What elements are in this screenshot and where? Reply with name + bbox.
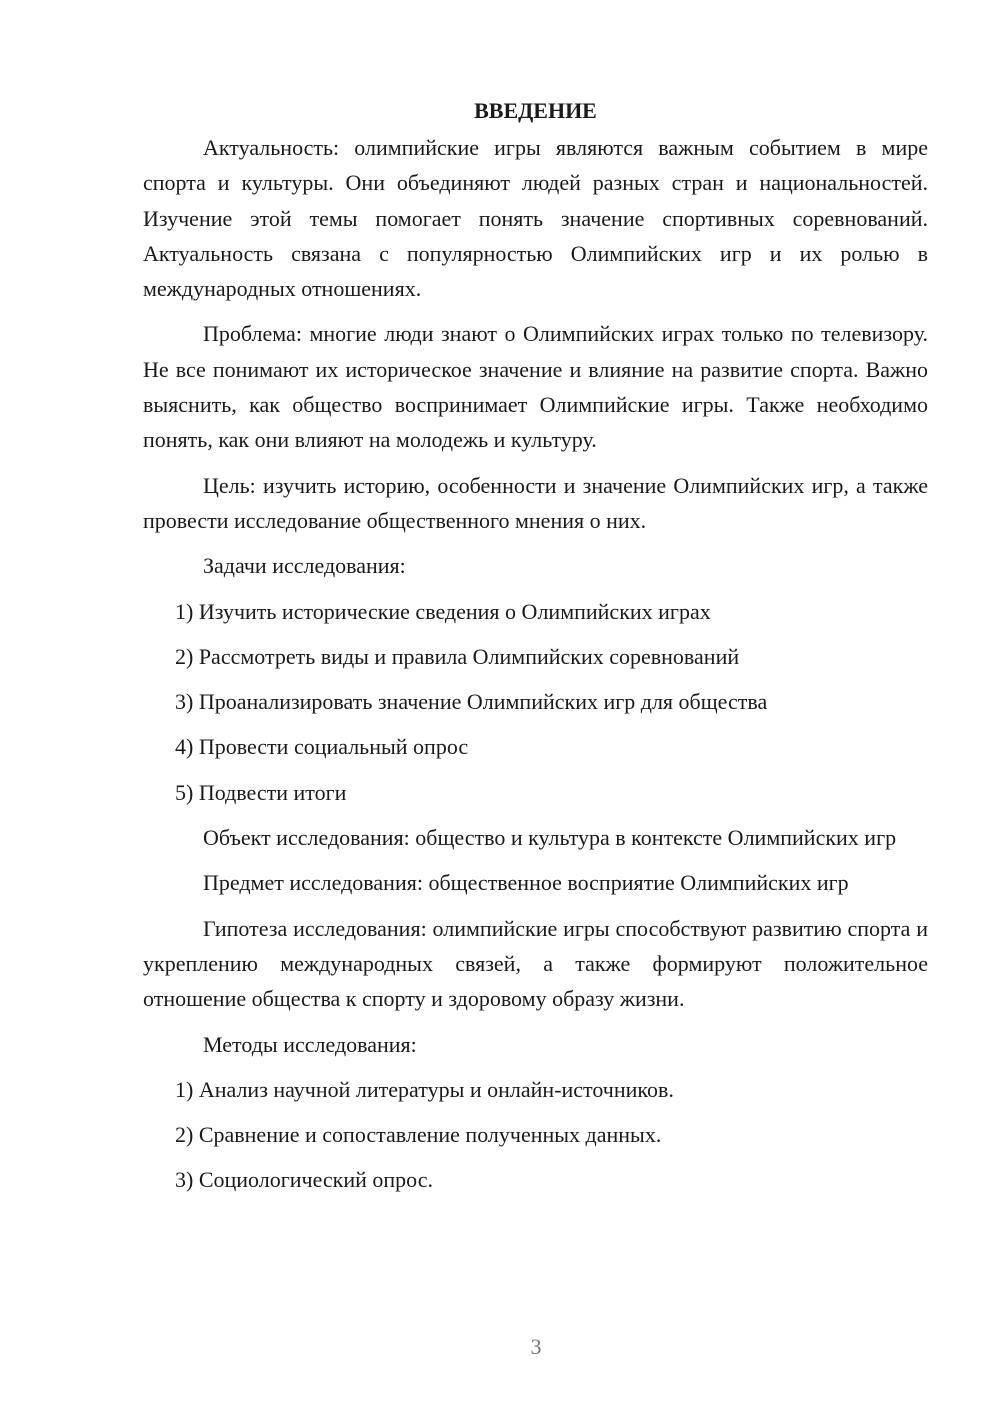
methods-heading: Методы исследования: [203,1031,417,1057]
document-page [143,96,928,1208]
page-number: 3 [530,1334,542,1359]
list-item: 3) Социологический опрос. [175,1167,433,1193]
page-title: ВВЕДЕНИЕ [474,98,597,123]
relevance-paragraph: Актуальность: олимпийские игры являются важным событием в мире спорта и культуры. Они объединяют людей разных стран и национальностей. Изучение этой темы помогает понять значение спортивных соревнований. Актуальность связана с популярностью Олимпийских игр и их ролью в международных отношениях. [143,135,928,302]
hypothesis-paragraph: Гипотеза исследования: олимпийские игры способствуют развитию спорта и укреплению международных связей, а также формируют положительное отношение общества к спорту и здоровому образу жизни. [143,915,928,1012]
object-paragraph: Объект исследования: общество и культура в контексте Олимпийских игр [203,825,897,851]
list-item: 2) Рассмотреть виды и правила Олимпийских соревнований [175,643,740,669]
list-item: 4) Провести социальный опрос [175,734,469,760]
tasks-list [143,594,928,810]
tasks-heading: Задачи исследования: [203,553,406,579]
list-item: 3) Проанализировать значение Олимпийских игр для общества [175,689,768,715]
problem-paragraph: Проблема: многие люди знают о Олимпийских играх только по телевизору. Не все понимают их историческое значение и влияние на развитие спорта. Важно выяснить, как общество воспринимает Олимпийские игры. Также необходимо понять, как они влияют на молодежь и культуру. [143,321,928,453]
list-item: 5) Подвести итоги [175,779,347,805]
list-item: 1) Изучить исторические сведения о Олимпийских играх [175,598,711,624]
list-item: 1) Анализ научной литературы и онлайн-источников. [175,1076,674,1102]
methods-list [143,1072,928,1198]
subject-paragraph: Предмет исследования: общественное восприятие Олимпийских игр [203,870,849,896]
list-item: 2) Сравнение и сопоставление полученных данных. [175,1122,662,1148]
goal-paragraph: Цель: изучить историю, особенности и значение Олимпийских игр, а также провести исследование общественного мнения о них. [143,472,928,533]
